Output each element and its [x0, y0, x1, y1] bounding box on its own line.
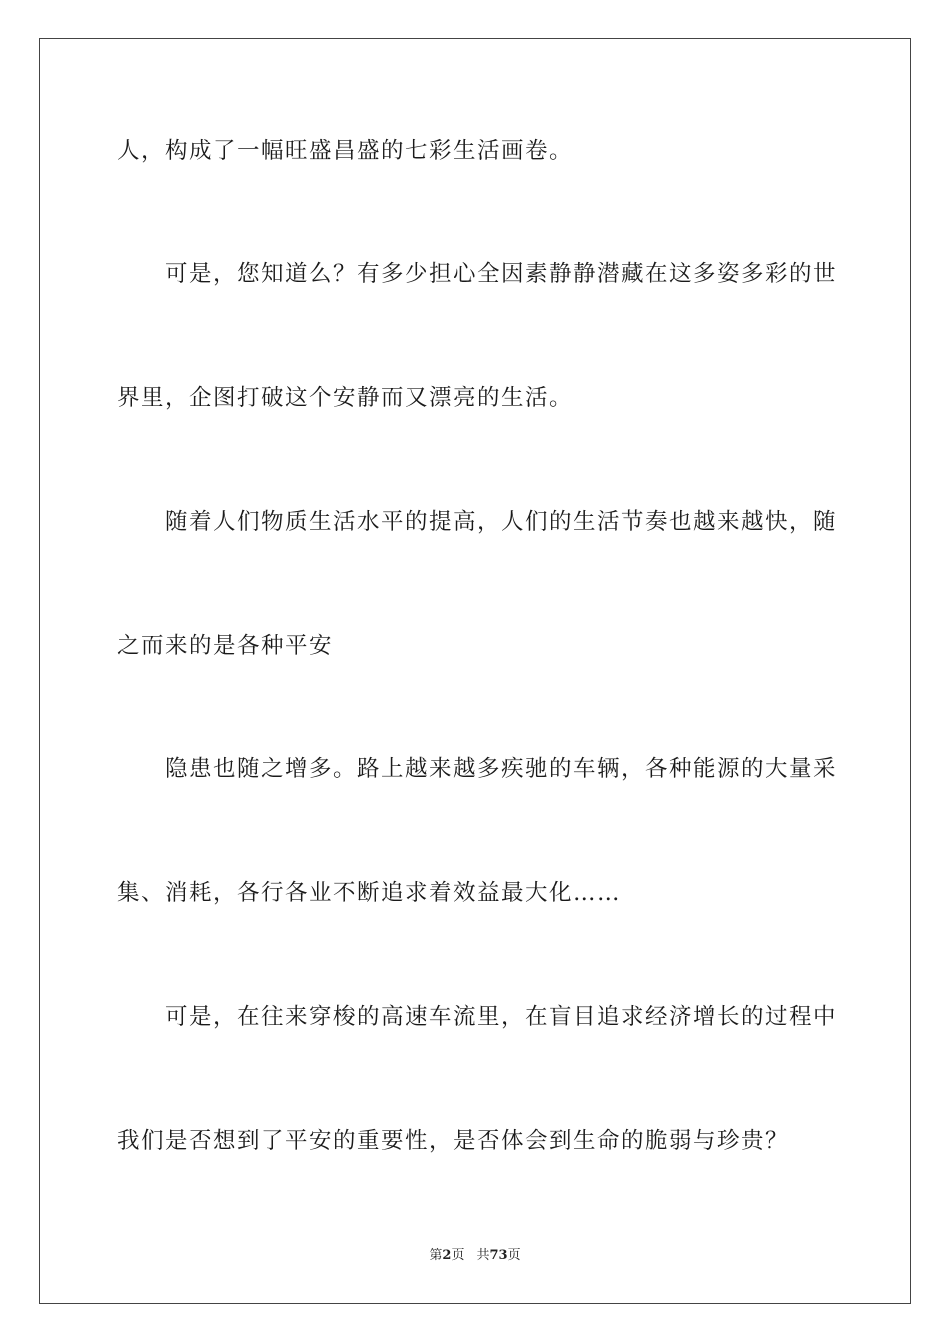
- text-line-1: 人，构成了一幅旺盛昌盛的七彩生活画卷。: [117, 138, 574, 164]
- text-line-9: 我们是否想到了平安的重要性，是否体会到生命的脆弱与珍贵？: [117, 1128, 790, 1154]
- page-number: 2: [442, 1248, 452, 1263]
- page-border: [39, 38, 911, 1304]
- page-footer: [0, 1247, 950, 1265]
- total-suffix: 页: [507, 1248, 521, 1263]
- text-line-5: 之而来的是各种平安: [117, 633, 334, 659]
- text-line-3: 界里，企图打破这个安静而又漂亮的生活。: [117, 385, 574, 411]
- text-line-7: 集、消耗，各行各业不断追求着效益最大化……: [117, 880, 622, 906]
- page-prefix: 第: [429, 1248, 443, 1263]
- text-line-4: 随着人们物质生活水平的提高，人们的生活节奏也越来越快，随: [165, 509, 838, 535]
- total-prefix: 共: [476, 1248, 490, 1263]
- text-line-6: 隐患也随之增多。路上越来越多疾驰的车辆，各种能源的大量采: [165, 756, 838, 782]
- page-suffix: 页: [451, 1248, 465, 1263]
- text-line-8: 可是，在往来穿梭的高速车流里，在盲目追求经济增长的过程中: [165, 1004, 838, 1030]
- total-pages: 73: [489, 1248, 508, 1263]
- text-line-2: 可是，您知道么？有多少担心全因素静静潜藏在这多姿多彩的世: [165, 261, 838, 287]
